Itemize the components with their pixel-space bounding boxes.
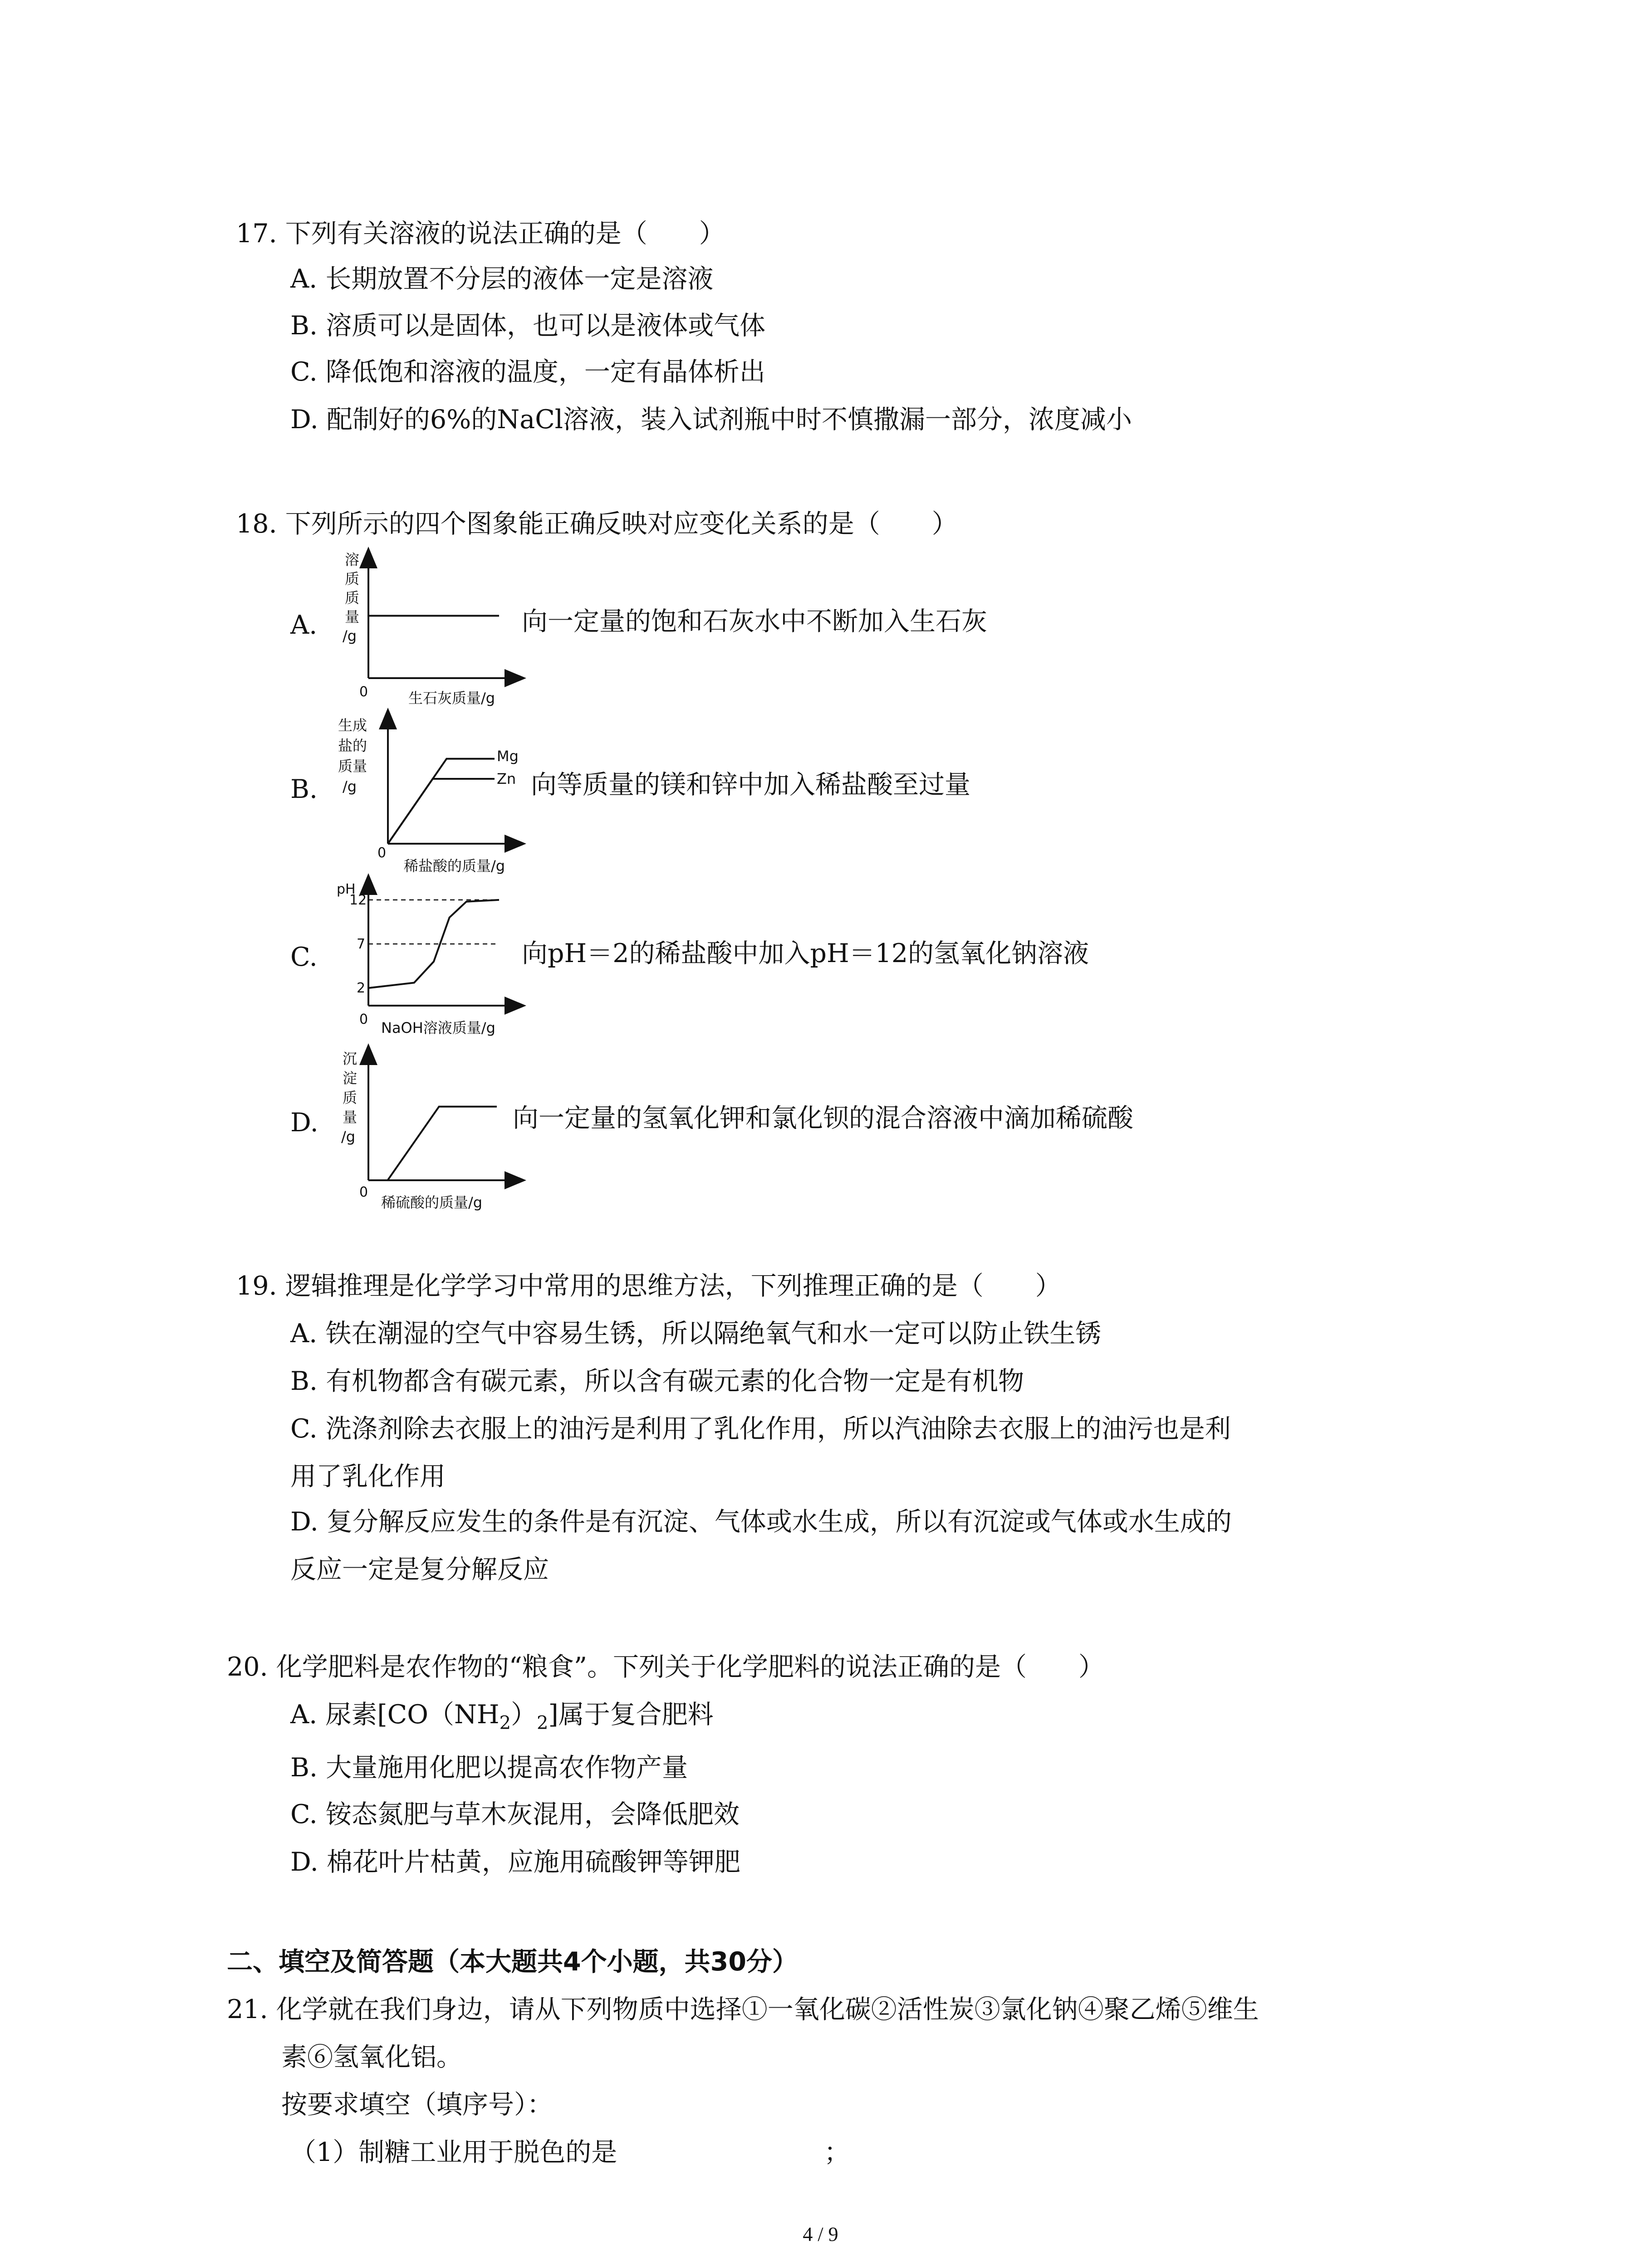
x-axis-label: NaOH溶液质量/g — [381, 1019, 495, 1036]
svg-text:/g: /g — [341, 1128, 356, 1145]
svg-text:溶: 溶 — [345, 551, 360, 568]
q20-option-a-mid: ） — [511, 1700, 537, 1730]
q21-line-2: 素⑥氢氧化铝。 — [281, 2042, 462, 2072]
series-line-zn — [388, 779, 495, 844]
q21-line-1: 21. 化学就在我们身边，请从下列物质中选择①一氧化碳②活性炭③氯化钠④聚乙烯⑤维生 — [227, 1994, 1259, 2024]
q20-subscript-2: 2 — [537, 1712, 549, 1734]
q18-stem: 18. 下列所示的四个图象能正确反映对应变化关系的是（ ） — [236, 509, 958, 539]
q18-option-c-letter: C. — [290, 942, 318, 972]
q18-option-d-text: 向一定量的氢氧化钾和氯化钡的混合溶液中滴加稀硫酸 — [513, 1103, 1133, 1133]
q17-option-c: C. 降低饱和溶液的温度，一定有晶体析出 — [290, 357, 765, 387]
x-axis-label: 稀盐酸的质量/g — [404, 857, 505, 875]
q18-option-a-letter: A. — [290, 610, 318, 640]
q20-option-a — [290, 1699, 714, 1739]
q18-option-d-letter: D. — [290, 1108, 318, 1138]
section-heading: 二、填空及简答题（本大题共4个小题，共30分） — [227, 1947, 798, 1977]
svg-text:质: 质 — [345, 570, 360, 587]
q17-option-d: D. 配制好的6%的NaCl溶液，装入试剂瓶中时不慎撒漏一部分，浓度减小 — [290, 405, 1132, 435]
svg-text:/g: /g — [343, 778, 357, 795]
series-line — [387, 1107, 497, 1180]
y-axis-label — [338, 717, 367, 795]
q19-option-c: C. 洗涤剂除去衣服上的油污是利用了乳化作用，所以汽油除去衣服上的油污也是利 — [290, 1414, 1231, 1444]
series-label-zn: Zn — [497, 770, 516, 787]
q18-chart-d — [318, 1043, 535, 1216]
q17-stem: 17. 下列有关溶液的说法正确的是（ ） — [236, 219, 725, 249]
q18-option-b-letter: B. — [290, 774, 318, 804]
q20-option-c: C. 铵态氮肥与草木灰混用，会降低肥效 — [290, 1799, 740, 1829]
q17-option-b: B. 溶质可以是固体，也可以是液体或气体 — [290, 311, 766, 341]
q19-option-b: B. 有机物都含有碳元素，所以含有碳元素的化合物一定是有机物 — [290, 1366, 1024, 1396]
series-line-mg — [388, 759, 495, 844]
svg-text:质: 质 — [345, 589, 360, 606]
q18-chart-c — [318, 873, 535, 1046]
q17-option-a: A. 长期放置不分层的液体一定是溶液 — [290, 264, 714, 294]
x-axis-label: 生石灰质量/g — [408, 689, 495, 707]
svg-text:盐的: 盐的 — [338, 737, 367, 754]
svg-text:质: 质 — [343, 1089, 358, 1106]
q19-option-a: A. 铁在潮湿的空气中容易生锈，所以隔绝氧气和水一定可以防止铁生锈 — [290, 1319, 1102, 1349]
svg-text:生成: 生成 — [338, 717, 367, 734]
tick-label-7: 7 — [357, 936, 366, 952]
origin-label: 0 — [359, 1012, 368, 1027]
tick-label-12: 12 — [349, 892, 367, 908]
svg-text:/g: /g — [343, 627, 357, 645]
tick-label-2: 2 — [357, 980, 366, 997]
q20-option-a-pre: A. 尿素[CO（NH — [290, 1700, 500, 1730]
y-axis-label — [343, 551, 359, 645]
svg-text:质量: 质量 — [338, 758, 367, 775]
q20-option-b: B. 大量施用化肥以提高农作物产量 — [290, 1753, 688, 1783]
origin-label: 0 — [359, 1184, 368, 1200]
x-axis-label: 稀硫酸的质量/g — [381, 1194, 483, 1211]
q20-subscript-1: 2 — [499, 1712, 511, 1734]
q19-option-d-cont: 反应一定是复分解反应 — [290, 1554, 549, 1584]
q19-stem: 19. 逻辑推理是化学学习中常用的思维方法，下列推理正确的是（ ） — [236, 1271, 1061, 1301]
y-axis-label — [341, 1050, 357, 1145]
q18-option-a-text: 向一定量的饱和石灰水中不断加入生石灰 — [522, 606, 987, 636]
origin-label: 0 — [359, 684, 368, 700]
q18-option-c-text: 向pH＝2的稀盐酸中加入pH＝12的氢氧化钠溶液 — [522, 938, 1089, 968]
series-label-mg: Mg — [497, 748, 519, 765]
svg-text:量: 量 — [345, 608, 360, 626]
q18-option-b-text: 向等质量的镁和锌中加入稀盐酸至过量 — [531, 770, 970, 800]
y-axis-label: pH — [337, 881, 356, 897]
q21-line-3: 按要求填空（填序号）： — [281, 2090, 553, 2120]
q20-option-a-post: ]属于复合肥料 — [548, 1700, 714, 1730]
svg-text:淀: 淀 — [343, 1070, 358, 1087]
svg-text:沉: 沉 — [343, 1050, 358, 1067]
q18-chart-a — [318, 547, 535, 710]
q20-stem: 20. 化学肥料是农作物的“粮食”。下列关于化学肥料的说法正确的是（ ） — [227, 1652, 1105, 1682]
q19-option-c-cont: 用了乳化作用 — [290, 1461, 446, 1491]
q20-option-d: D. 棉花叶片枯黄，应施用硫酸钾等钾肥 — [290, 1847, 740, 1877]
q18-chart-b — [318, 708, 535, 880]
q21-line-4: （1）制糖工业用于脱色的是 ； — [290, 2137, 850, 2167]
page-number: 4 / 9 — [803, 2223, 838, 2245]
origin-label: 0 — [377, 845, 387, 861]
svg-text:量: 量 — [343, 1109, 358, 1126]
q19-option-d: D. 复分解反应发生的条件是有沉淀、气体或水生成，所以有沉淀或气体或水生成的 — [290, 1507, 1232, 1537]
